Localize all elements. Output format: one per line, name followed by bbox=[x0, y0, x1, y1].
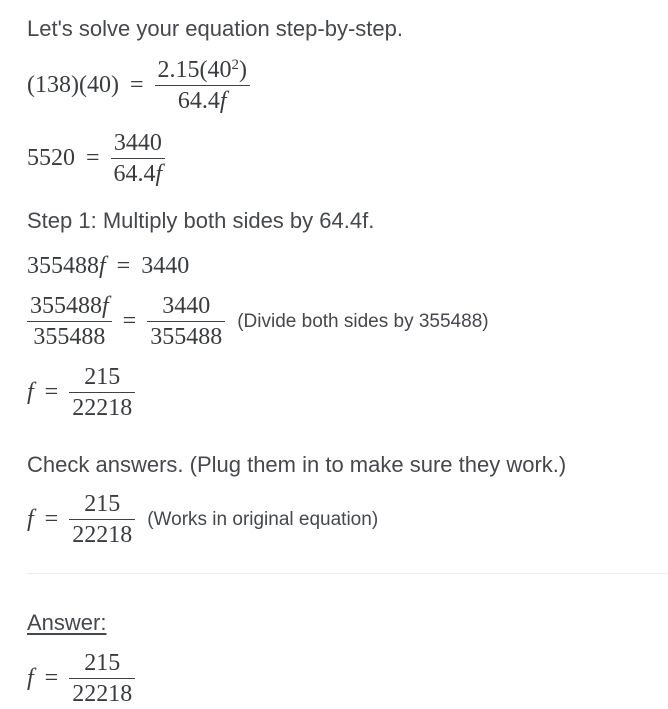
eq3-lhs-coeff: 355488 bbox=[27, 253, 99, 279]
equation-7-answer bbox=[27, 650, 668, 707]
step1-text: Step 1: Multiply both sides by 64.4f. bbox=[27, 208, 375, 233]
equation-5 bbox=[27, 364, 668, 421]
eq7-fraction bbox=[69, 650, 135, 707]
eq7-denominator: 22218 bbox=[69, 678, 135, 707]
eq5-lhs-variable: f bbox=[27, 379, 34, 405]
eq6-annotation: (Works in original equation) bbox=[147, 508, 379, 530]
eq6-fraction bbox=[69, 491, 135, 548]
eq3-lhs-variable: f bbox=[99, 253, 106, 279]
eq2-fraction bbox=[111, 130, 166, 187]
eq7-numerator: 215 bbox=[84, 650, 121, 676]
equation-2 bbox=[27, 130, 668, 187]
equation-6 bbox=[27, 491, 668, 548]
equals-sign: = bbox=[44, 506, 59, 532]
eq4-annotation: (Divide both sides by 355488) bbox=[237, 310, 489, 332]
eq4-left-numerator bbox=[27, 293, 112, 321]
eq6-lhs-variable: f bbox=[27, 506, 34, 532]
equals-sign: = bbox=[129, 72, 144, 98]
eq6-denominator: 22218 bbox=[69, 519, 135, 548]
eq4-left-num-coeff: 355488 bbox=[30, 293, 102, 319]
eq1-denominator bbox=[155, 85, 251, 114]
equals-sign: = bbox=[44, 379, 59, 405]
eq7-lhs-variable: f bbox=[27, 665, 34, 691]
equals-sign: = bbox=[122, 308, 137, 334]
eq1-num-exponent: 2 bbox=[231, 57, 240, 73]
eq4-right-numerator: 3440 bbox=[162, 293, 211, 319]
eq5-numerator: 215 bbox=[84, 364, 121, 390]
eq4-right-denominator: 355488 bbox=[147, 321, 225, 350]
eq2-numerator: 3440 bbox=[113, 130, 162, 156]
eq5-denominator: 22218 bbox=[69, 392, 135, 421]
eq4-left-denominator: 355488 bbox=[27, 321, 112, 350]
eq2-den-coeff: 64.4 bbox=[113, 161, 156, 187]
eq1-den-coeff: 64.4 bbox=[177, 88, 220, 114]
equals-sign: = bbox=[116, 253, 131, 279]
eq2-denominator bbox=[111, 158, 166, 187]
eq3-lhs bbox=[27, 253, 106, 280]
equation-3 bbox=[27, 253, 668, 280]
eq1-num-close: ) bbox=[239, 57, 248, 83]
check-text: Check answers. (Plug them in to make sure they work.) bbox=[27, 452, 567, 477]
eq2-lhs: 5520 bbox=[27, 145, 75, 171]
eq4-right-fraction bbox=[147, 293, 225, 350]
eq2-den-variable: f bbox=[155, 161, 163, 187]
intro-text: Let's solve your equation step-by-step. bbox=[27, 16, 403, 41]
eq4-left-fraction bbox=[27, 293, 112, 350]
eq1-lhs: (138)(40) bbox=[27, 72, 119, 98]
eq6-numerator: 215 bbox=[84, 491, 121, 517]
equation-4 bbox=[27, 293, 668, 350]
answer-heading bbox=[27, 610, 668, 636]
eq5-fraction bbox=[69, 364, 135, 421]
equation-1 bbox=[27, 57, 668, 114]
eq1-numerator bbox=[155, 57, 251, 85]
equals-sign: = bbox=[86, 145, 100, 171]
section-divider bbox=[27, 573, 668, 574]
eq1-den-variable: f bbox=[219, 88, 227, 114]
eq3-rhs: 3440 bbox=[141, 253, 190, 279]
eq1-fraction bbox=[155, 57, 251, 114]
eq1-num-base: 2.15(40 bbox=[157, 57, 232, 83]
eq4-left-num-variable: f bbox=[102, 293, 109, 319]
equals-sign: = bbox=[44, 665, 59, 691]
answer-label: Answer: bbox=[27, 610, 107, 635]
